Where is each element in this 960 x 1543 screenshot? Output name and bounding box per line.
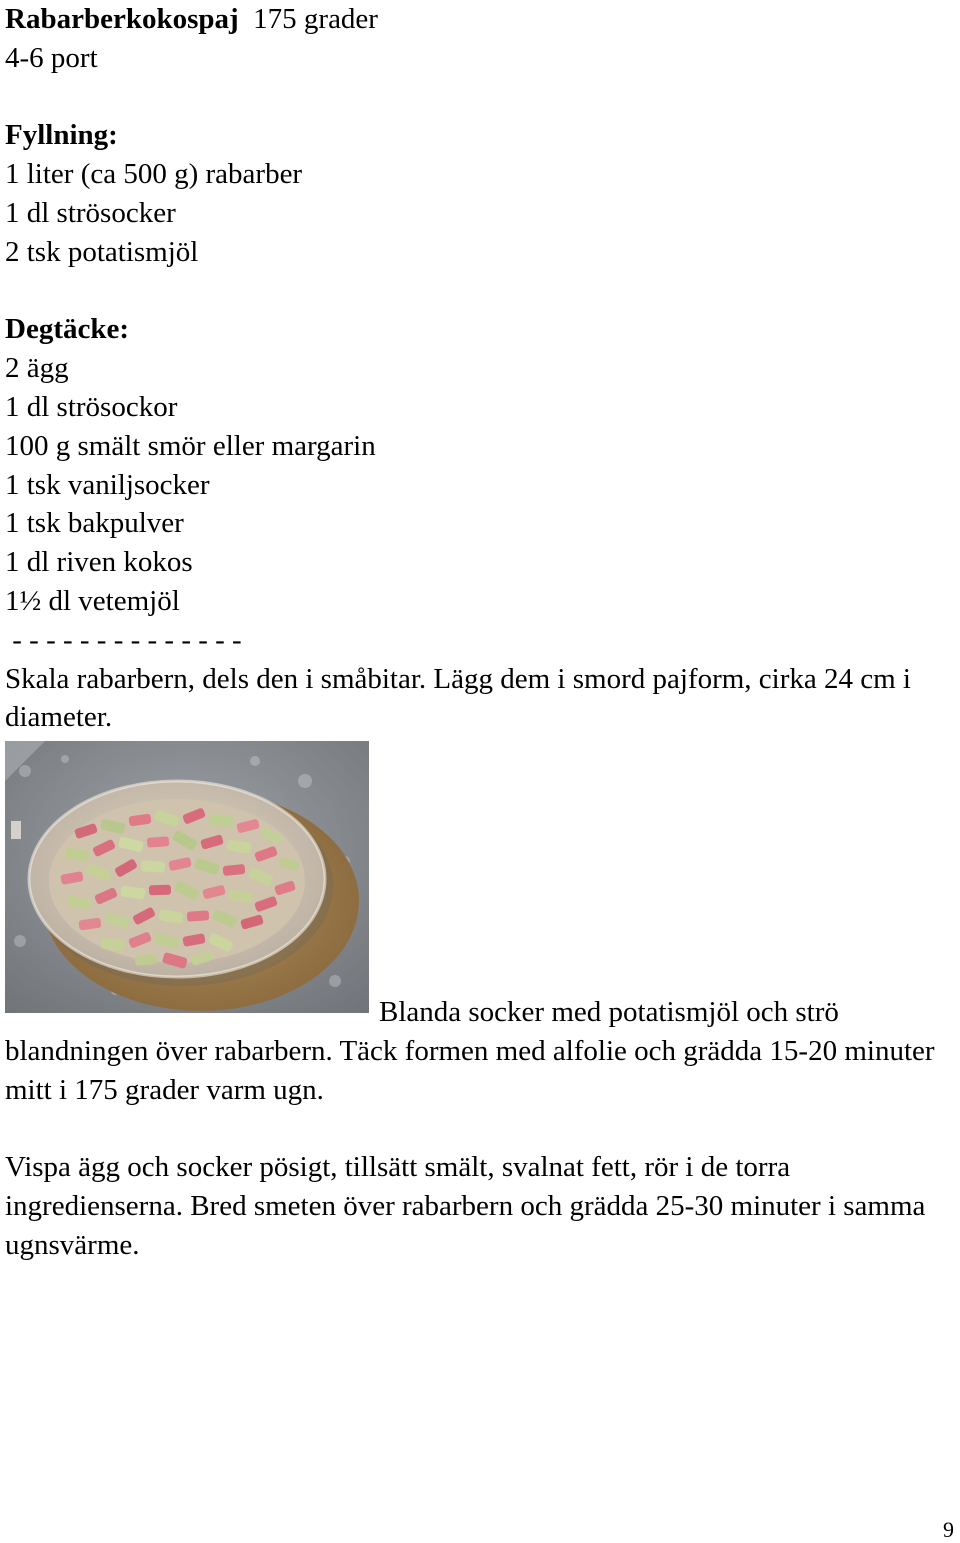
title-line xyxy=(5,0,957,39)
spacer xyxy=(5,272,957,311)
instruction-step-1: Skala rabarbern, dels den i småbitar. Lägg dem i smord pajform, cirka 24 cm i diameter. xyxy=(5,662,911,734)
topping-item: 1 dl strösockor xyxy=(5,390,178,423)
topping-item: 2 ägg xyxy=(5,352,69,385)
spacer xyxy=(5,1110,957,1149)
filling-heading: Fyllning: xyxy=(5,119,118,152)
filling-item: 2 tsk potatismjöl xyxy=(5,235,199,268)
filling-item: 1 dl strösocker xyxy=(5,196,176,229)
topping-item: 1 dl riven kokos xyxy=(5,546,193,579)
topping-item: 1 tsk vaniljsocker xyxy=(5,468,210,501)
recipe-temperature: 175 grader xyxy=(253,3,378,35)
page-number: 9 xyxy=(943,1517,954,1542)
topping-item: 1½ dl vetemjöl xyxy=(5,584,180,617)
rhubarb-pie-photo xyxy=(5,741,369,1013)
divider: - - - - - - - - - - - - - - xyxy=(5,623,242,656)
topping-item: 100 g smält smör eller margarin xyxy=(5,429,376,462)
topping-heading: Degtäcke: xyxy=(5,313,130,346)
recipe-portions: 4-6 port xyxy=(5,41,98,74)
recipe-page xyxy=(5,0,957,1265)
spacer xyxy=(5,78,957,117)
photo-row xyxy=(5,741,957,1013)
instruction-step-2: Blanda socker med potatismjöl och strö blandningen över rabarbern. Täck formen med alfolie och grädda 15-20 minuter mitt i 175 grader varm ugn. xyxy=(5,996,935,1106)
recipe-title: Rabarberkokospaj xyxy=(5,3,239,35)
filling-item: 1 liter (ca 500 g) rabarber xyxy=(5,158,303,191)
instruction-step-3: Vispa ägg och socker pösigt, tillsätt smält, svalnat fett, rör i de torra ingredienserna. Bred smeten över rabarbern och grädda 25-30 minuter i samma ugnsvärme. xyxy=(5,1151,926,1261)
topping-item: 1 tsk bakpulver xyxy=(5,507,184,540)
